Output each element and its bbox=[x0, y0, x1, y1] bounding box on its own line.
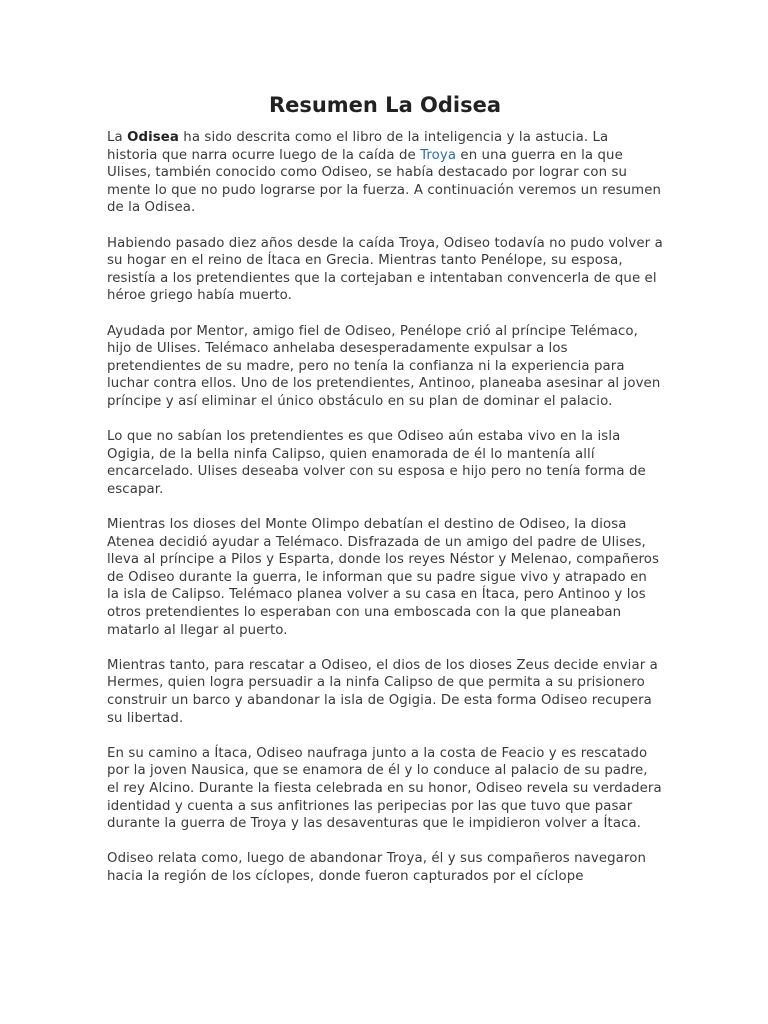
paragraph-2: Ayudada por Mentor, amigo fiel de Odiseo, Penélope crió al príncipe Telémaco, hijo de Ulises. Telémaco anhelaba desesperadamente expulsar a los pretendientes de su madre, pero no tenía la confianza ni la experiencia para luchar contra ellos. Uno de los pretendientes, Antinoo, planeaba asesinar al joven príncipe y así eliminar el único obstáculo en su plan de dominar el palacio. bbox=[107, 323, 661, 409]
intro-text-2: ha sido descrita como el libro de la inteligencia y la astucia. La historia que narra ocurre luego de la caída de bbox=[107, 130, 609, 163]
intro-text-1: La bbox=[107, 130, 128, 145]
troya-link[interactable]: Troya bbox=[420, 147, 457, 163]
paragraph-5: Mientras tanto, para rescatar a Odiseo, el dios de los dioses Zeus decide enviar a Hermes, quien logra persuadir a la ninfa Calipso de que permita a su prisionero construir un barco y abandonar la isla de Ogigia. De esta forma Odiseo recupera su libertad. bbox=[107, 657, 658, 726]
paragraph-3: Lo que no sabían los pretendientes es que Odiseo aún estaba vivo en la isla Ogigia, de la bella ninfa Calipso, quien enamorada de él lo mantenía allí encarcelado. Ulises deseaba volver con su esposa e hijo pero no tenía forma de escapar. bbox=[107, 429, 646, 497]
page-title: Resumen La Odisea bbox=[268, 93, 502, 117]
intro-text-3: en una guerra en la que Ulises, también conocido como Odiseo, se había destacado por lograr con su mente lo que no pudo lograrse por la fuerza. A continuación veremos un resumen de la Odisea. bbox=[107, 147, 662, 216]
paragraph-6: En su camino a Ítaca, Odiseo naufraga junto a la costa de Feacio y es rescatado por la joven Nausica, que se enamora de él y lo conduce al palacio de su padre, el rey Alcino. Durante la fiesta celebrada en su honor, Odiseo revela su verdadera identidad y cuenta a sus anfitriones las peripecias por las que tuvo que pasar durante la guerra de Troya y las desaventuras que le impidieron volver a Ítaca. bbox=[107, 745, 662, 832]
paragraph-4: Mientras los dioses del Monte Olimpo debatían el destino de Odiseo, la diosa Atenea decidió ayudar a Telémaco. Disfrazada de un amigo del padre de Ulises, lleva al príncipe a Pilos y Esparta, donde los reyes Néstor y Melenao, compañeros de Odiseo durante la guerra, le informan que su padre sigue vivo y atrapado en la isla de Calipso. Telémaco planea volver a su casa en Ítaca, pero Antinoo y los otros pretendientes lo esperaban con una emboscada con la que planeaban matarlo al llegar al puerto. bbox=[107, 517, 660, 638]
intro-bold-odisea: Odisea bbox=[127, 130, 179, 145]
paragraph-7: Odiseo relata como, luego de abandonar Troya, él y sus compañeros navegaron hacia la región de los cíclopes, donde fueron capturados por el cíclope bbox=[107, 851, 646, 884]
paragraph-1: Habiendo pasado diez años desde la caída Troya, Odiseo todavía no pudo volver a su hogar en el reino de Ítaca en Grecia. Mientras tanto Penélope, su esposa, resistía a los pretendientes que la cortejaban e intentaban convencerla de que el héroe griego había muerto. bbox=[107, 235, 663, 304]
intro-paragraph bbox=[107, 129, 663, 217]
